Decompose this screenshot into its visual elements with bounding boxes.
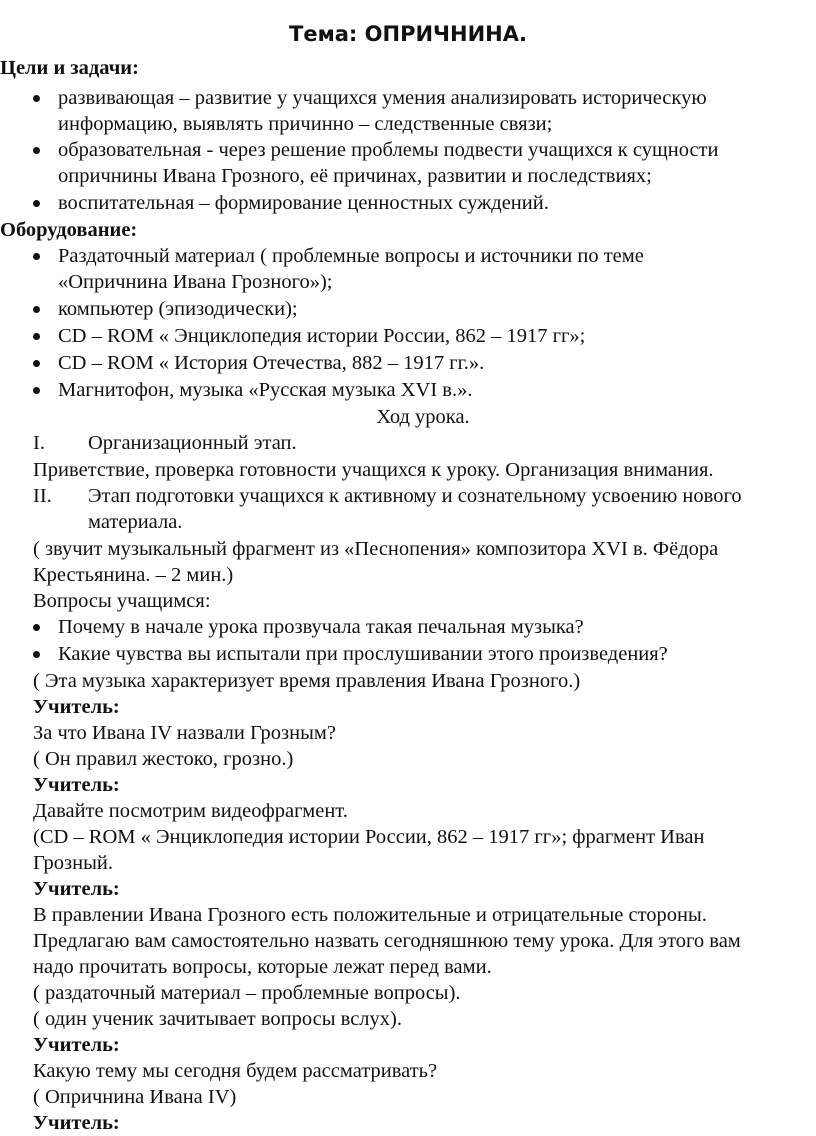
video-source-line-1: (CD – ROM « Энциклопедия истории России, 862 – 1917 гг»; фрагмент Иван	[33, 826, 705, 848]
teacher-label-5: Учитель:	[33, 1112, 120, 1134]
video-source-line-2: Грозный.	[33, 852, 113, 874]
goal-item-1-line-1: развивающая – развитие у учащихся умения анализировать историческую	[58, 87, 707, 109]
equipment-item-1-line-2: «Опричнина Ивана Грозного»);	[58, 271, 333, 293]
sides-text-line-2: Предлагаю вам самостоятельно назвать сегодняшнюю тему урока. Для этого вам	[33, 930, 741, 952]
equipment-item-4: CD – ROM « История Отечества, 882 – 1917 гг.».	[58, 352, 485, 374]
sides-text-line-3: надо прочитать вопросы, которые лежат перед вами.	[33, 956, 492, 978]
handout-note: ( раздаточный материал – проблемные вопросы).	[33, 982, 461, 1004]
music-note-line-1: ( звучит музыкальный фрагмент из «Песнопения» композитора XVI в. Фёдора	[33, 538, 719, 560]
equipment-item-3: CD – ROM « Энциклопедия истории России, 862 – 1917 гг»;	[58, 325, 586, 347]
stage-2-title-line-1: Этап подготовки учащихся к активному и сознательному усвоению нового	[88, 485, 742, 507]
topic-question: Какую тему мы сегодня будем рассматривать?	[33, 1060, 438, 1082]
sides-text-line-1: В правлении Ивана Грозного есть положительные и отрицательные стороны.	[33, 904, 707, 926]
topic-answer: ( Опричнина Ивана IV)	[33, 1086, 237, 1108]
video-prompt: Давайте посмотрим видеофрагмент.	[33, 800, 348, 822]
questions-label: Вопросы учащимся:	[33, 590, 211, 612]
read-aloud-note: ( один ученик зачитывает вопросы вслух).	[33, 1008, 402, 1030]
equipment-item-1-line-1: Раздаточный материал ( проблемные вопросы и источники по теме	[58, 245, 644, 267]
equipment-item-2: компьютер (эпизодически);	[58, 298, 298, 320]
goal-item-1-line-2: информацию, выявлять причинно – следственные связи;	[58, 113, 553, 135]
student-question-2: Какие чувства вы испытали при прослушивании этого произведения?	[58, 643, 668, 665]
student-question-1: Почему в начале урока прозвучала такая печальная музыка?	[58, 616, 584, 638]
music-note-line-2: Крестьянина. – 2 мин.)	[33, 564, 234, 586]
equipment-item-5: Магнитофон, музыка «Русская музыка XVI в.».	[58, 379, 473, 401]
goal-item-2-line-2: опричнины Ивана Грозного, её причинах, развитии и последствиях;	[58, 165, 652, 187]
teacher-label-3: Учитель:	[33, 878, 120, 900]
teacher-question-ivan: За что Ивана IV назвали Грозным?	[33, 722, 336, 744]
stage-1-number: I.	[33, 432, 45, 454]
teacher-label-1: Учитель:	[33, 696, 120, 718]
stage-1-title: Организационный этап.	[88, 432, 297, 454]
teacher-label-4: Учитель:	[33, 1034, 120, 1056]
music-characterization: ( Эта музыка характеризует время правления Ивана Грозного.)	[33, 670, 581, 692]
teacher-label-2: Учитель:	[33, 774, 120, 796]
equipment-heading: Оборудование:	[0, 219, 138, 241]
stage-2-title-line-2: материала.	[88, 511, 183, 533]
goal-item-3: воспитательная – формирование ценностных суждений.	[58, 192, 549, 214]
lesson-heading: Ход урока.	[376, 406, 470, 428]
greeting-text: Приветствие, проверка готовности учащихся к уроку. Организация внимания.	[33, 459, 714, 481]
stage-2-number: II.	[33, 485, 52, 507]
document-title: Тема: ОПРИЧНИНА.	[289, 22, 527, 46]
answer-ivan: ( Он правил жестоко, грозно.)	[33, 748, 294, 770]
goals-heading: Цели и задачи:	[0, 57, 139, 79]
goal-item-2-line-1: образовательная - через решение проблемы подвести учащихся к сущности	[58, 139, 719, 161]
